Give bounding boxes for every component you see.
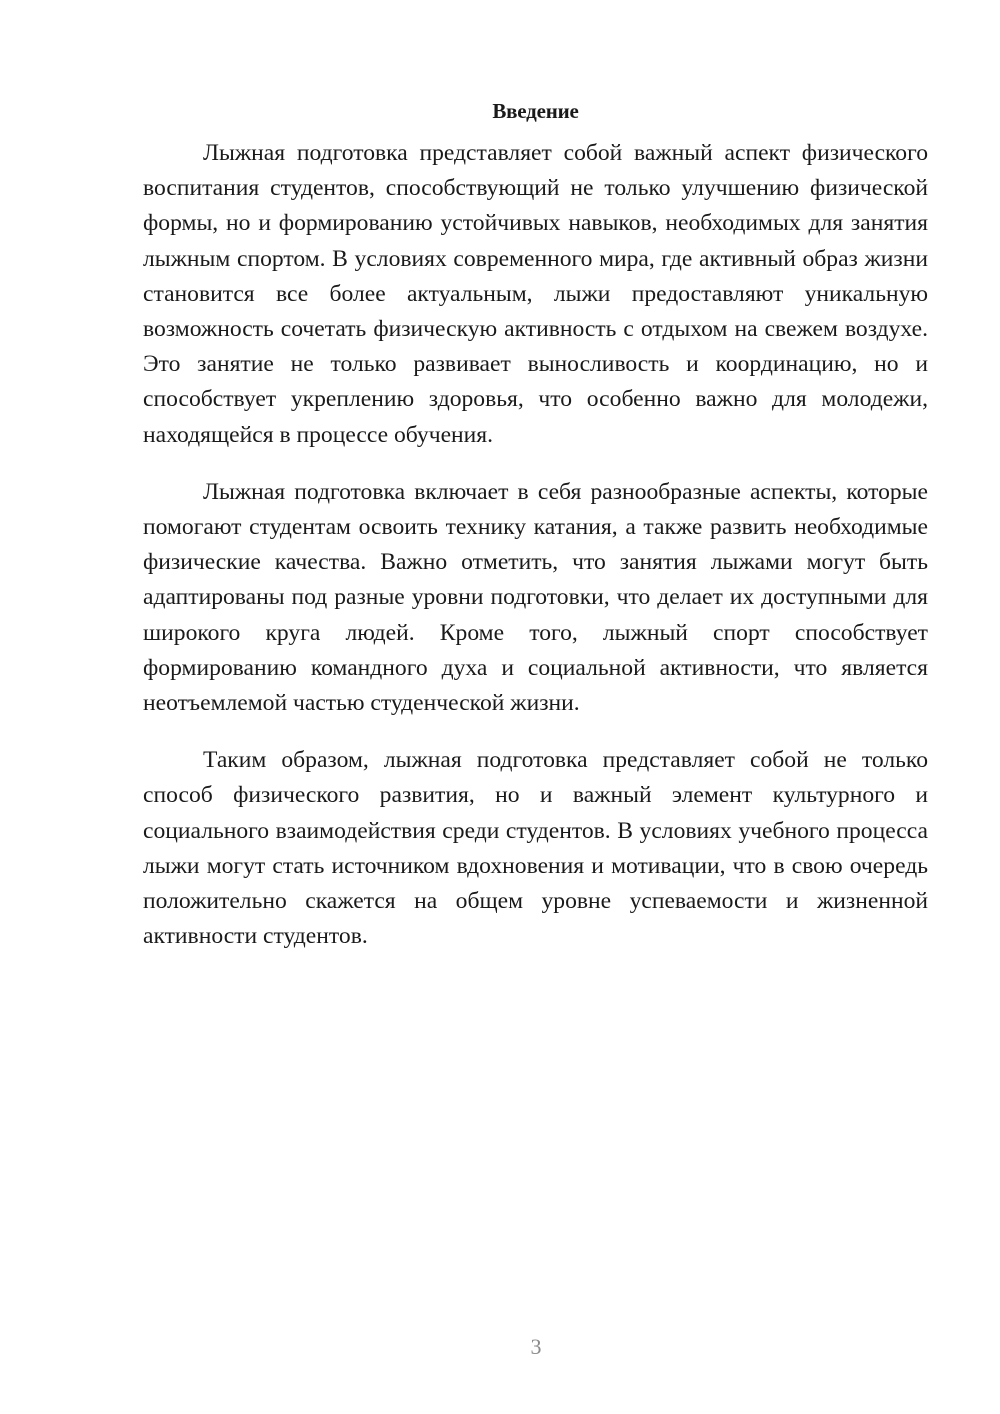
paragraph: Лыжная подготовка представляет собой важный аспект физического воспитания студентов, способствующий не только улучшению физической формы, но и формированию устойчивых навыков, необходимых для занятия лыжным спортом. В условиях современного мира, где активный образ жизни становится все более актуальным, лыжи предоставляют уникальную возможность сочетать физическую активность с отдыхом на свежем воздухе. Это занятие не только развивает выносливость и координацию, но и способствует укреплению здоровья, что особенно важно для молодежи, находящейся в процессе обучения. xyxy=(143,140,928,448)
page-number: 3 xyxy=(530,1334,542,1359)
page-content xyxy=(143,96,928,976)
section-heading: Введение xyxy=(492,99,579,123)
paragraph: Таким образом, лыжная подготовка представляет собой не только способ физического развития, но и важный элемент культурного и социального взаимодействия среди студентов. В условиях учебного процесса лыжи могут стать источником вдохновения и мотивации, что в свою очередь положительно скажется на общем уровне успеваемости и жизненной активности студентов. xyxy=(143,747,928,950)
paragraph: Лыжная подготовка включает в себя разнообразные аспекты, которые помогают студентам освоить технику катания, а также развить необходимые физические качества. Важно отметить, что занятия лыжами могут быть адаптированы под разные уровни подготовки, что делает их доступными для широкого круга людей. Кроме того, лыжный спорт способствует формированию командного духа и социальной активности, что является неотъемлемой частью студенческой жизни. xyxy=(143,478,928,717)
